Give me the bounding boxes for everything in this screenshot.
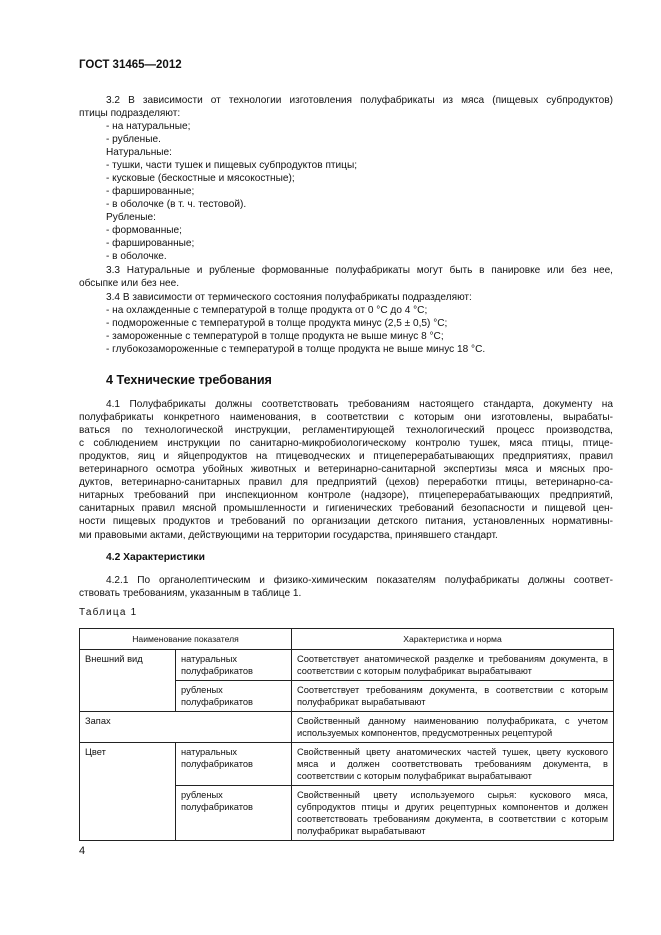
table-row [80, 743, 614, 786]
list-item: - кусковые (бескостные и мясокостные); [106, 173, 295, 184]
text-line: 3.4 В зависимости от термического состояния полуфабрикаты подразделяют: [106, 292, 472, 303]
paragraph-line: 4.2.1 По органолептическим и физико-химическим показателям полуфабрикаты должны соответ- [106, 575, 613, 586]
section-4-2-title: 4.2 Характеристики [106, 552, 205, 563]
list-item: - замороженные с температурой в толще продукта не выше минус 8 °С; [106, 331, 444, 342]
row-subtype: рубленых полуфабрикатов [176, 786, 292, 841]
row-name-smell: Запах [80, 712, 292, 743]
text-line: птицы подразделяют: [79, 108, 181, 119]
paragraph-line: ваться по технологической инструкции, регламентирующей технологический процесс производства, [79, 425, 613, 436]
paragraph-line: нитарных требований при инспекционном контроле (надзоре), птицеперерабатывающих предприятий, [79, 490, 613, 501]
row-description: Соответствует требованиям документа, в соответствии с которым полуфабрикат вырабатывают [292, 681, 614, 712]
paragraph-line: 4.1 Полуфабрикаты должны соответствовать требованиям настоящего стандарта, документу на [106, 399, 613, 410]
paragraph-line: ми правовыми актами, действующими на территории государства, принявшего стандарт. [79, 530, 498, 541]
list-item: - в оболочке. [106, 251, 167, 262]
table-row [80, 712, 614, 743]
paragraph-line: ветеринарного осмотра убойных животных и ветеринарно-санитарной экспертизы мяса и мясных про- [79, 464, 613, 475]
paragraph-line: с соблюдением инструкции по санитарно-микробиологическому контролю тушек, мяса птицы, птице- [79, 438, 613, 449]
row-description: Свойственный цвету используемого сырья: кускового мяса, субпродуктов птицы и других рецептурных компонентов и должен соответствовать требованиям документа, в соответствии с которым полуфабрикат вырабатывают [292, 786, 614, 841]
list-item: - фаршированные; [106, 186, 195, 197]
text-line: обсыпке или без нее. [79, 278, 180, 289]
list-item: - подмороженные с температурой в толще продукта минус (2,5 ± 0,5) °С; [106, 318, 448, 329]
paragraph-line: полуфабрикаты конкретного наименования, в соответствии с которым они изготовлены, вырабаты- [79, 412, 613, 423]
paragraph-line: ности пищевых продуктов и требований по организации детского питания, установленных нормативны- [79, 516, 613, 527]
section-4-title: 4 Технические требования [106, 373, 272, 387]
page-number: 4 [79, 845, 86, 857]
paragraph-line: продуктов, яиц и яйцепродуктов на птицеводческих и птицеперерабатывающих предприятиях, правил [79, 451, 613, 462]
header-characteristic: Характеристика и норма [292, 629, 614, 650]
row-description: Свойственный данному наименованию полуфабриката, с учетом используемых компонентов, предусмотренных рецептурой [292, 712, 614, 743]
paragraph-line: дуктов, ветеринарно-санитарных правил для предприятий (цехов) переработки птицы, ветеринарно-са- [79, 477, 613, 488]
list-item: - рубленые. [106, 134, 161, 145]
list-item: - на натуральные; [106, 121, 191, 132]
row-name-color: Цвет [80, 743, 176, 841]
row-description: Свойственный цвету анатомических частей тушек, цвету кускового мяса и должен соответствовать требованиям документа, в соответствии с которым полуфабрикат вырабатывают [292, 743, 614, 786]
text-line: Натуральные: [106, 147, 172, 158]
header-indicator-name: Наименование показателя [80, 629, 292, 650]
row-name-appearance: Внешний вид [80, 650, 176, 712]
list-item: - на охлажденные с температурой в толще продукта от 0 °С до 4 °С; [106, 305, 428, 316]
list-item: - формованные; [106, 225, 182, 236]
text-line: Рубленые: [106, 212, 156, 223]
text-line: 3.3 Натуральные и рубленые формованные полуфабрикаты могут быть в панировке или без нее, [106, 265, 613, 276]
row-subtype: рубленых полуфабрикатов [176, 681, 292, 712]
list-item: - тушки, части тушек и пищевых субпродуктов птицы; [106, 160, 358, 171]
table-row [80, 650, 614, 681]
list-item: - фаршированные; [106, 238, 195, 249]
list-item: - глубокозамороженные с температурой в толще продукта не выше минус 18 °С. [106, 344, 486, 355]
table-caption: Таблица 1 [79, 607, 138, 618]
row-description: Соответствует анатомической разделке и требованиям документа, в соответствии с которым полуфабрикат вырабатывают [292, 650, 614, 681]
row-subtype: натуральных полуфабрикатов [176, 743, 292, 786]
row-subtype: натуральных полуфабрикатов [176, 650, 292, 681]
paragraph-line: ствовать требованиям, указанным в таблице 1. [79, 588, 302, 599]
paragraph-line: санитарных правил мясной промышленности и гигиенических требований безопасности и пищевой цен- [79, 503, 613, 514]
document-header: ГОСТ 31465—2012 [79, 59, 182, 71]
table-header-row [80, 629, 614, 650]
text-line: 3.2 В зависимости от технологии изготовления полуфабрикаты из мяса (пищевых субпродуктов) [106, 95, 613, 106]
list-item: - в оболочке (в т. ч. тестовой). [106, 199, 247, 210]
characteristics-table [79, 628, 614, 841]
